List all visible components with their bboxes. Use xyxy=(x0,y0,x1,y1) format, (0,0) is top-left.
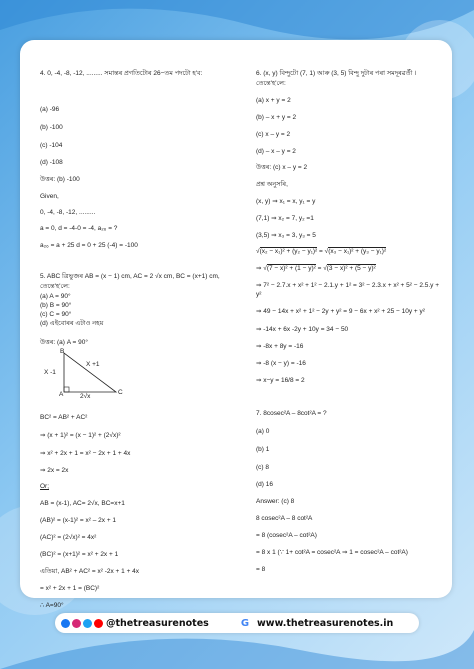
given-label: Given, xyxy=(40,193,59,200)
q5-option-a: (a) A = 90° xyxy=(40,293,71,300)
distance-eq-1-right: (x₃ − x₁)² + (y₃ − y₁)² xyxy=(328,248,387,255)
expand-4: ⇒ -8x + 8y = -16 xyxy=(256,343,304,350)
q6-option-c: (c) x – y = 2 xyxy=(256,131,291,138)
q4-option-c: (c) -104 xyxy=(40,142,63,149)
q6-option-d: (d) – x – y = 2 xyxy=(256,148,296,155)
q4-answer: উত্তৰ: (b) -100 xyxy=(40,176,80,183)
expand-1-tail: y² xyxy=(256,291,262,298)
step-2: ⇒ (x + 1)² = (x − 1)² + (2√x)² xyxy=(40,432,121,439)
question-6: 6. (x, y) বিন্দুটো (7, 1) আৰু (3, 5) বিন্দু দুটাৰ পৰা সমদূৰৱৰ্তী । xyxy=(256,70,417,77)
instagram-icon[interactable] xyxy=(72,619,81,628)
triangle-side-ac: 2√x xyxy=(80,393,91,400)
question-5-tail: তেন্তে'হ'লে: xyxy=(40,283,70,290)
expand-5: ⇒ -8 (x − y) = -16 xyxy=(256,360,306,367)
q7-option-a: (a) 0 xyxy=(256,428,270,435)
or-step-6: = x² + 2x + 1 = (BC)² xyxy=(40,585,100,592)
step-1: BC² = AB² + AC² xyxy=(40,414,88,421)
social-icons xyxy=(61,619,103,628)
website-link[interactable]: www.thetreasurenotes.in xyxy=(257,617,394,629)
triangle-vertex-c: C xyxy=(118,389,123,396)
point-1: (x, y) ⇒ x₁ = x, y₁ = y xyxy=(256,198,316,205)
expand-2: ⇒ 49 − 14x + x² + 1² − 2y + y² = 9 − 6x + x² + 25 − 10y + y² xyxy=(256,308,425,315)
or-step-2: (AB)² = (x-1)² = x² – 2x + 1 xyxy=(40,517,117,524)
expand-1: ⇒ 7² − 2.7.x + x² + 1² − 2.1.y + 1² = 3² − 2.3.x + x² + 5² − 2.5.y + xyxy=(256,282,440,289)
q6-answer: উত্তৰ: (c) x – y = 2 xyxy=(256,164,308,171)
facebook-icon[interactable] xyxy=(61,619,70,628)
q6-option-a: (a) x + y = 2 xyxy=(256,97,291,104)
triangle-vertex-b: B xyxy=(60,348,65,355)
page-sheet xyxy=(20,40,452,609)
or-step-3: (AC)² = (2√x)² = 4x² xyxy=(40,534,97,541)
q7-step-1: 8 cosec²A – 8 cot²A xyxy=(256,515,313,522)
q7-option-c: (c) 8 xyxy=(256,464,269,471)
q6-option-b: (b) – x + y = 2 xyxy=(256,114,297,121)
q7-option-b: (b) 1 xyxy=(256,446,270,453)
or-step-5: এতিয়া, AB² + AC² = x² -2x + 1 + 4x xyxy=(40,568,140,575)
social-handle[interactable]: @thetreasurenotes xyxy=(106,617,209,629)
q4-option-b: (b) -100 xyxy=(40,124,63,131)
q7-step-3: = 8 x 1 (∵ 1+ cot²A = cosec²A ⇒ 1 = cosec²A – cot²A) xyxy=(256,549,408,556)
question-4: 4. 0, -4, -8, -12, ......... সমান্তৰ প্ৰগতিটোৰ 26−তম পদটো হ'ব: xyxy=(40,70,203,77)
distance-eq-2: ⇒ √(7 − x)² + (1 − y)² = √(3 − x)² + (5 − y)² xyxy=(256,265,376,272)
triangle-side-ab: X -1 xyxy=(44,369,56,376)
triangle-vertex-a: A xyxy=(59,391,64,398)
point-3: (3,5) ⇒ x₃ = 3, y₃ = 5 xyxy=(256,232,316,239)
distance-eq-2-right: (3 − x)² + (5 − y)² xyxy=(326,265,376,272)
expand-3: ⇒ -14x + 6x -2y + 10y = 34 − 50 xyxy=(256,326,349,333)
q5-option-d: (d) এইবোৰৰ এটাও নহয় xyxy=(40,320,104,327)
question-6-tail: তেন্তে'হ'লে: xyxy=(256,80,286,87)
google-icon: G xyxy=(240,617,250,629)
q7-answer: Answer: (c) 8 xyxy=(256,498,295,505)
footer-bar xyxy=(55,613,419,633)
q7-step-2: = 8 (cosec²A – cot²A) xyxy=(256,532,317,539)
per-question-note: প্ৰশ্ন অনুসৰি, xyxy=(256,181,288,188)
youtube-icon[interactable] xyxy=(94,619,103,628)
a-d-values: a = 0, d = -4-0 = -4, a₂₆ = ? xyxy=(40,225,118,232)
distance-eq-1: √(x₂ − x₁)² + (y₂ − y₁)² = √(x₃ − x₁)² + (y₃ − y₁)² xyxy=(256,248,387,255)
q5-option-b: (b) B = 90° xyxy=(40,302,72,309)
twitter-icon[interactable] xyxy=(83,619,92,628)
distance-eq-1-left: (x₂ − x₁)² + (y₂ − y₁)² xyxy=(259,248,318,255)
point-2: (7,1) ⇒ x₂ = 7, y₂ =1 xyxy=(256,215,314,222)
triangle-side-bc: X +1 xyxy=(86,361,100,368)
a26-calc: a₂₆ = a + 25 d = 0 + 25 (-4) = -100 xyxy=(40,242,138,249)
q4-option-a: (a) -96 xyxy=(40,106,60,113)
question-5: 5. ABC ত্ৰিভুজৰ AB = (x − 1) cm, AC = 2 √x cm, BC = (x+1) cm, xyxy=(40,273,220,280)
step-4: ⇒ 2x = 2x xyxy=(40,467,69,474)
sequence: 0, -4, -8, -12, ......... xyxy=(40,209,96,216)
q5-answer: উত্তৰ: (a) A = 90° xyxy=(40,339,88,346)
distance-eq-2-left: (7 − x)² + (1 − y)² xyxy=(266,265,316,272)
question-7: 7. 8cosec²A – 8cot²A = ? xyxy=(256,410,327,417)
or-step-7: ∴ A=90° xyxy=(40,602,64,609)
step-3: ⇒ x² + 2x + 1 = x² − 2x + 1 + 4x xyxy=(40,450,131,457)
q5-option-c: (c) C = 90° xyxy=(40,311,72,318)
or-step-1: AB = (x-1), AC= 2√x, BC=x+1 xyxy=(40,500,125,507)
or-step-4: (BC)² = (x+1)² = x² + 2x + 1 xyxy=(40,551,119,558)
or-label: Or; xyxy=(40,483,50,490)
q7-option-d: (d) 16 xyxy=(256,481,273,488)
q4-option-d: (d) -108 xyxy=(40,159,63,166)
q7-step-4: = 8 xyxy=(256,566,266,573)
expand-6: ⇒ x−y = 16/8 = 2 xyxy=(256,377,305,384)
